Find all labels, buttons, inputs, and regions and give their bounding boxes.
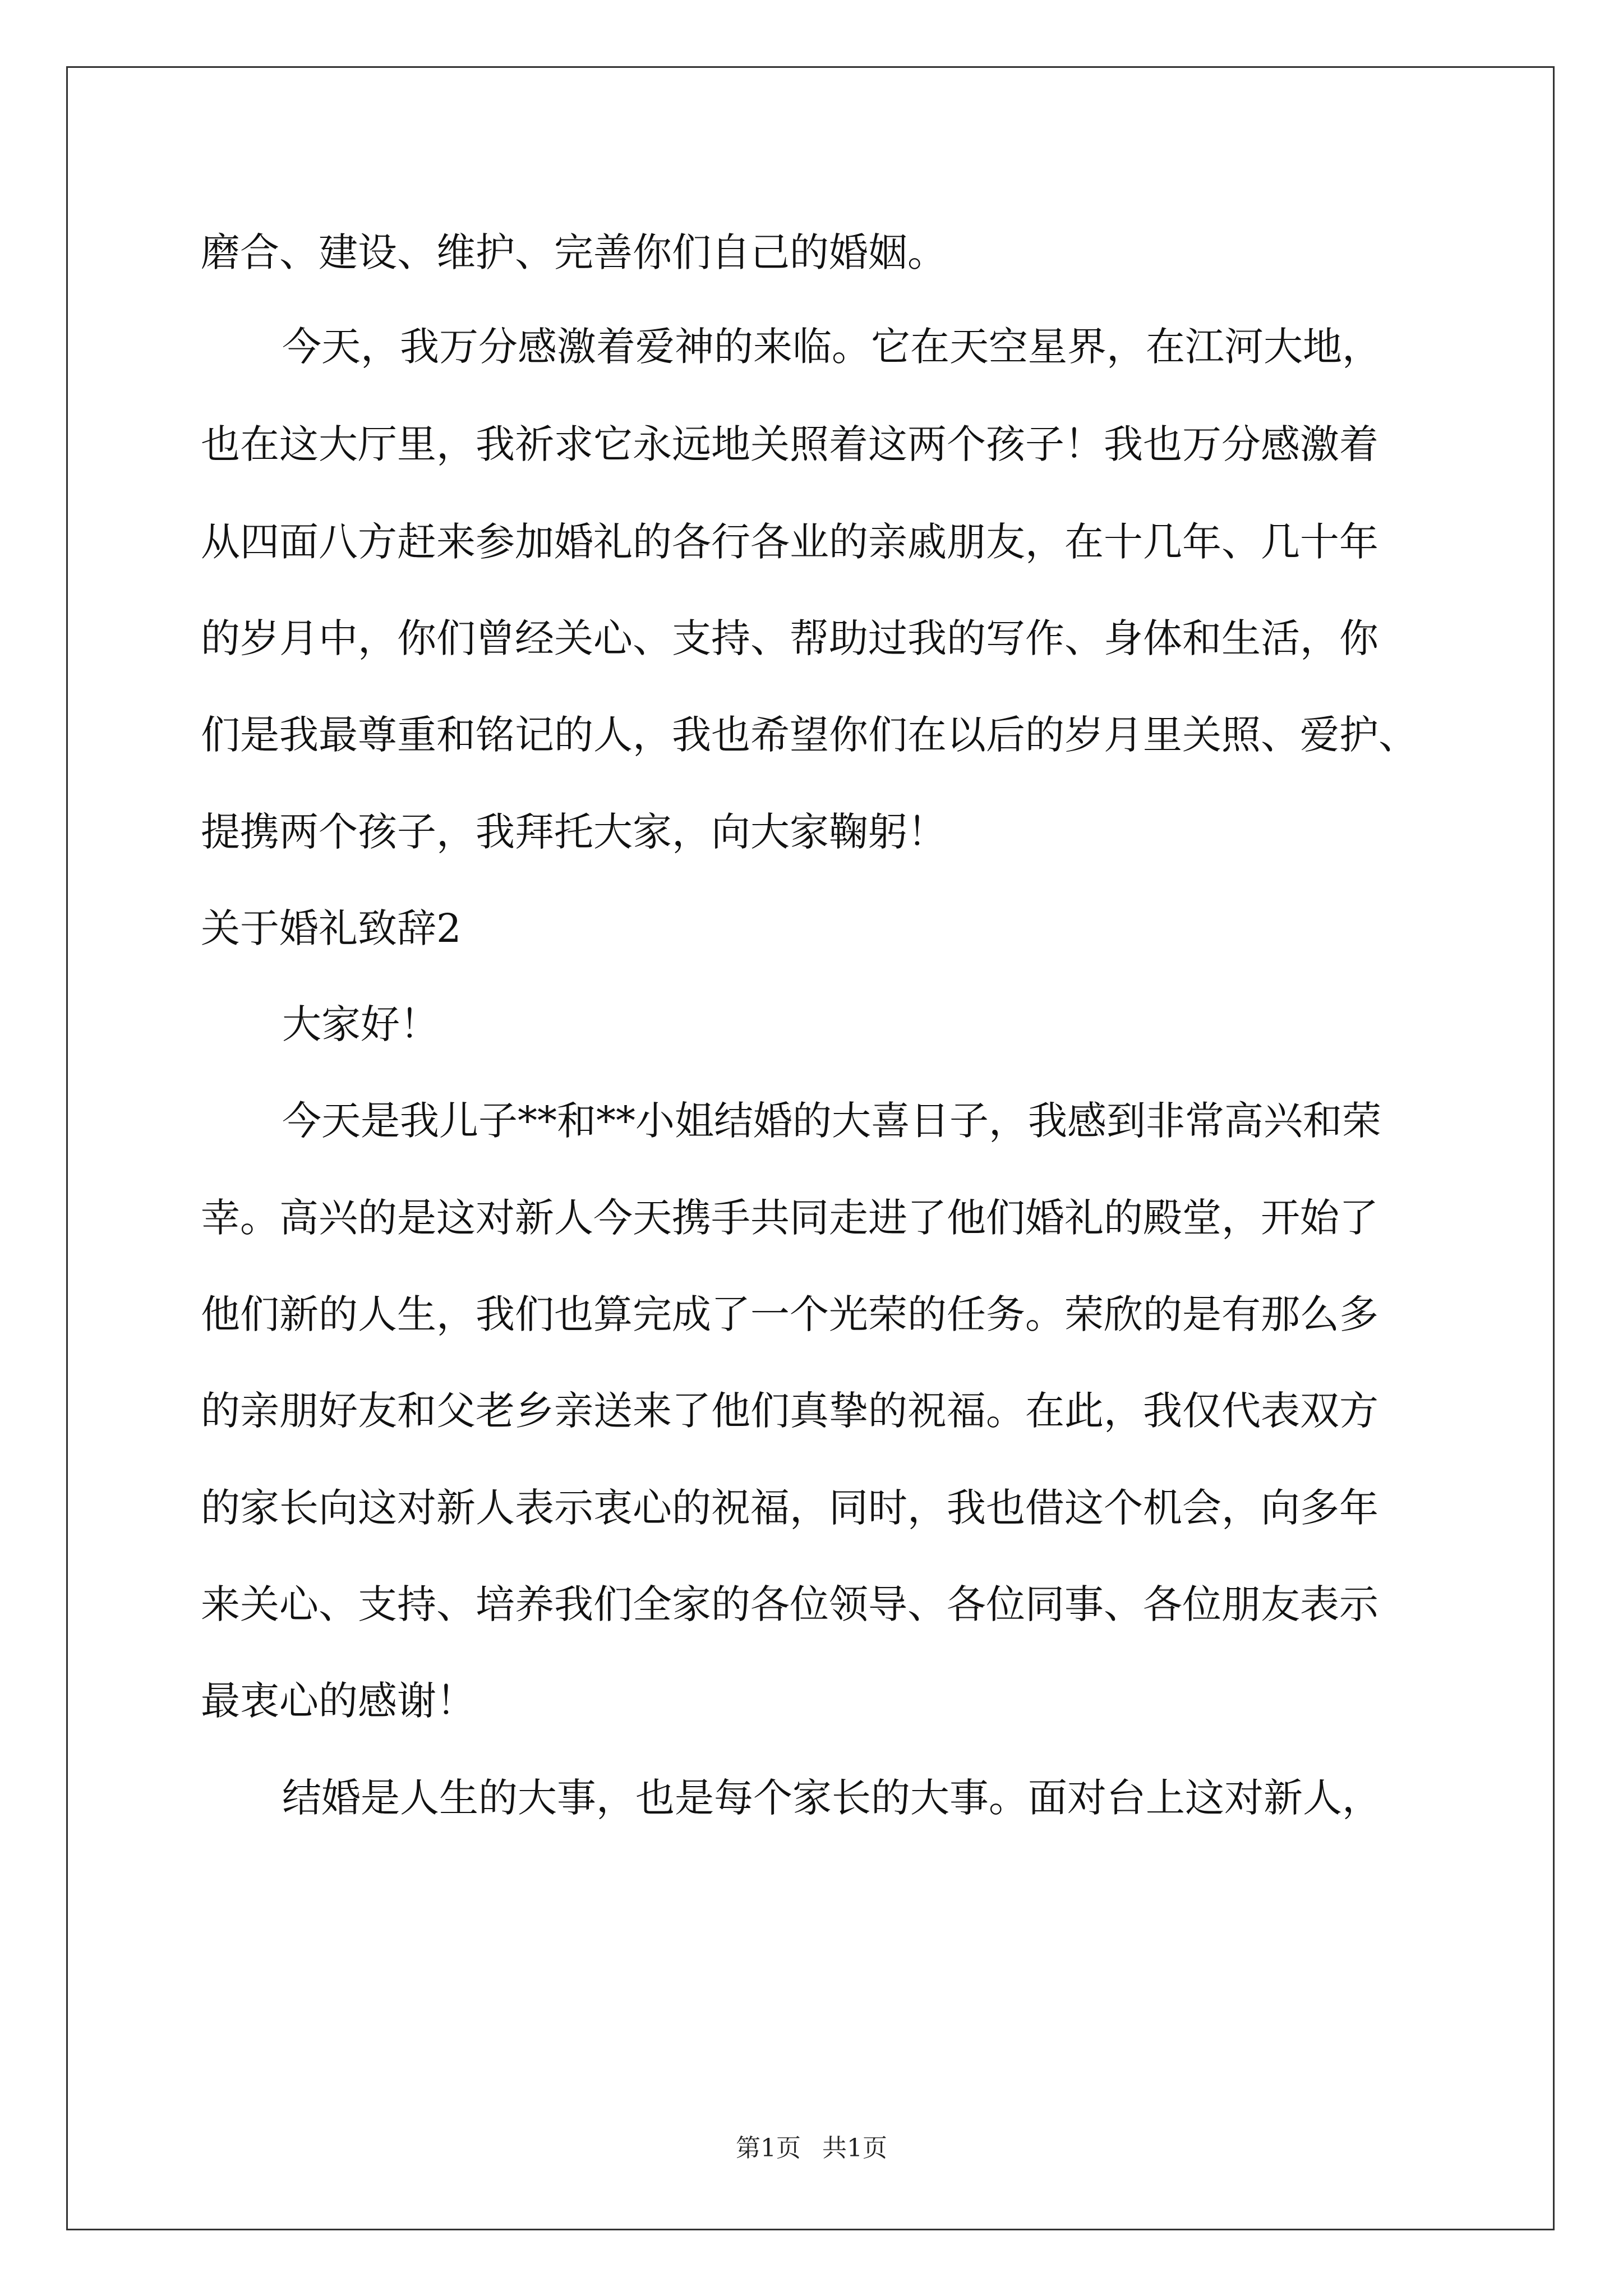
paragraph-line: 也在这大厅里，我祈求它永远地关照着这两个孩子！我也万分感激着 bbox=[201, 421, 1378, 467]
paragraph-line: 结婚是人生的大事，也是每个家长的大事。面对台上这对新人， bbox=[282, 1775, 1381, 1821]
paragraph-line: 今天是我儿子**和**小姐结婚的大喜日子，我感到非常高兴和荣 bbox=[282, 1098, 1381, 1144]
page-number: 第1页 bbox=[736, 2134, 801, 2162]
page-footer bbox=[0, 2132, 1623, 2165]
paragraph-line: 磨合、建设、维护、完善你们自己的婚姻。 bbox=[201, 229, 947, 275]
paragraph-line: 幸。高兴的是这对新人今天携手共同走进了他们婚礼的殿堂，开始了 bbox=[201, 1195, 1378, 1241]
page-total: 共1页 bbox=[822, 2134, 887, 2162]
paragraph-line: 他们新的人生，我们也算完成了一个光荣的任务。荣欣的是有那么多 bbox=[201, 1291, 1378, 1337]
paragraph-line: 从四面八方赶来参加婚礼的各行各业的亲戚朋友，在十几年、几十年 bbox=[201, 519, 1378, 565]
paragraph-line: 今天，我万分感激着爱神的来临。它在天空星界，在江河大地， bbox=[282, 324, 1381, 370]
paragraph-line: 的岁月中，你们曾经关心、支持、帮助过我的写作、身体和生活，你 bbox=[201, 615, 1378, 661]
paragraph-line: 最衷心的感谢！ bbox=[201, 1678, 476, 1724]
page-border bbox=[66, 66, 1555, 2230]
paragraph-line: 提携两个孩子，我拜托大家，向大家鞠躬！ bbox=[201, 809, 947, 855]
paragraph-line: 的亲朋好友和父老乡亲送来了他们真挚的祝福。在此，我仅代表双方 bbox=[201, 1388, 1378, 1434]
paragraph-line: 们是我最尊重和铭记的人，我也希望你们在以后的岁月里关照、爱护、 bbox=[201, 712, 1418, 758]
paragraph-line: 的家长向这对新人表示衷心的祝福，同时，我也借这个机会，向多年 bbox=[201, 1485, 1378, 1531]
paragraph-line: 来关心、支持、培养我们全家的各位领导、各位同事、各位朋友表示 bbox=[201, 1581, 1378, 1627]
section-heading: 关于婚礼致辞2 bbox=[201, 905, 462, 951]
paragraph-line: 大家好！ bbox=[282, 1001, 439, 1047]
